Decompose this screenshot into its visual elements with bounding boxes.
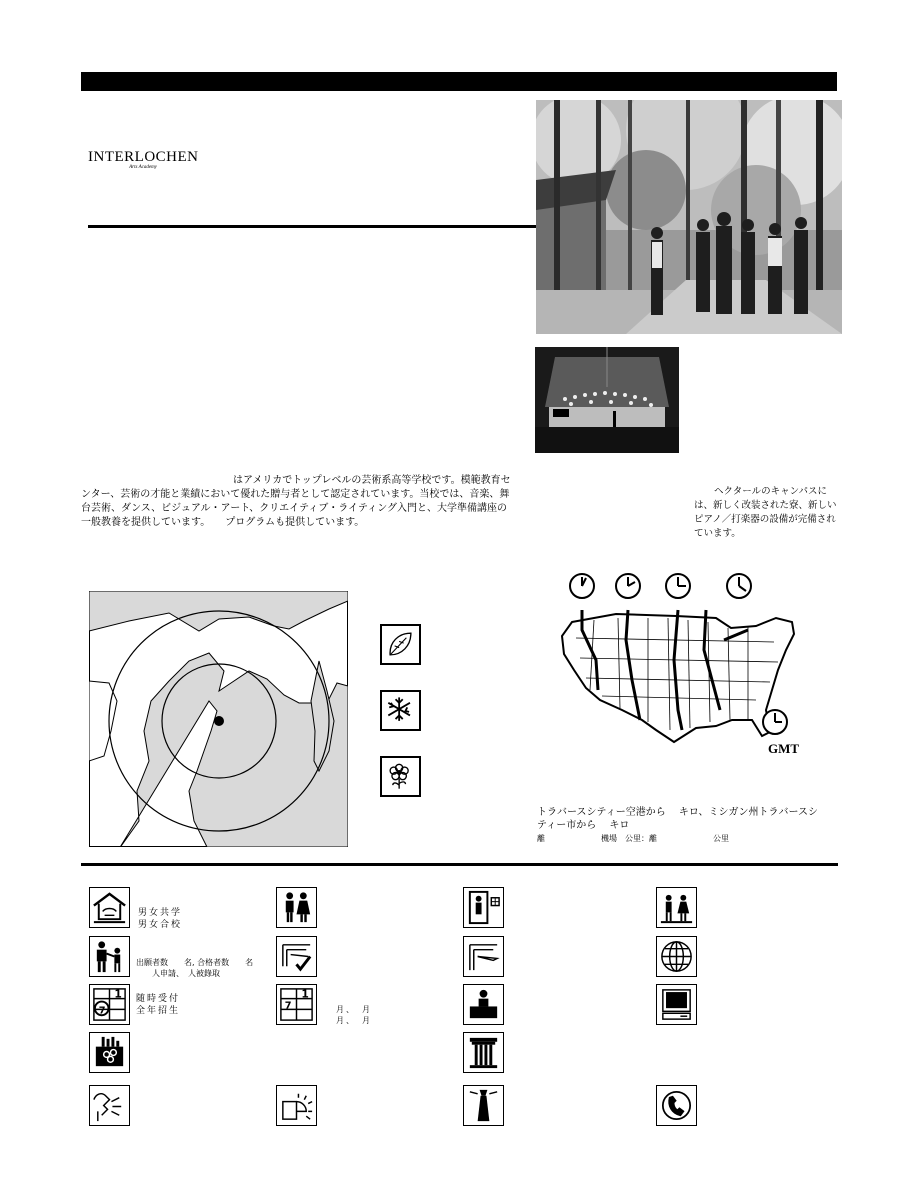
term-months-text <box>336 1004 372 1026</box>
column-icon <box>463 1032 504 1073</box>
michigan-location-map <box>89 591 348 847</box>
applicants-text-1: 出願者数 名, 合格者数 名 <box>136 958 254 967</box>
calendar-rolling-icon <box>89 984 130 1025</box>
school-house-icon <box>89 887 130 928</box>
globe-icon <box>656 936 697 977</box>
students-group-icon <box>656 887 697 928</box>
interlochen-logo <box>88 149 199 170</box>
svg-text:7: 7 <box>284 1000 292 1012</box>
coed-text-2: 男女合校 <box>138 920 183 930</box>
term-text-2: 月、 月 <box>336 1016 372 1025</box>
coed-text <box>138 907 182 931</box>
intro-paragraph: はアメリカでトップレベルの芸術系高等学校です。模範教育センター、芸術の才能と業績において優れた贈与者として認定されています。当校では、音楽、舞台芸術、ダンス、ビジュアル・アート、クリエイティブ・ライティング入門と、大学準備講座の一般教養を提供しています。 プログラムも提供しています。 <box>81 475 511 528</box>
flower-icon <box>380 756 421 797</box>
svg-text:7: 7 <box>98 1005 106 1017</box>
interlochen-location-marker <box>214 716 224 726</box>
leaf-icon <box>380 624 421 665</box>
svg-text:1: 1 <box>301 987 309 1001</box>
travel-info <box>537 806 847 845</box>
application-check-icon <box>276 936 317 977</box>
us-timezone-map <box>556 570 812 770</box>
rolling-admission-text <box>136 993 180 1017</box>
svg-text:1: 1 <box>114 987 122 1001</box>
travel-line-3: 離 機場 公里：離 公里 <box>537 834 729 843</box>
coed-text-1: 男女共学 <box>138 908 183 918</box>
travel-line-1: トラバースシティー空港から キロ、ミシガン州トラバースシ <box>537 807 818 818</box>
sun-icon <box>276 1085 317 1126</box>
travel-line-2: ティー市から キロ <box>537 820 630 831</box>
header-bar <box>81 72 837 91</box>
section-rule <box>88 225 536 228</box>
facts-rule <box>81 863 838 866</box>
concert-stage-photo <box>535 347 679 453</box>
rolling-text-2: 全年招生 <box>136 1006 181 1016</box>
application-form-icon <box>463 936 504 977</box>
snowflake-icon <box>380 690 421 731</box>
dormitory-door-icon <box>463 887 504 928</box>
term-text-1: 月、 月 <box>336 1005 372 1014</box>
computer-icon <box>656 984 697 1025</box>
telephone-icon <box>656 1085 697 1126</box>
applicants-text <box>136 957 253 979</box>
logo-wordmark: INTERLOCHEN <box>88 149 199 165</box>
gmt-label: GMT <box>768 741 800 756</box>
calendar-term-icon <box>276 984 317 1025</box>
lighthouse-icon <box>463 1085 504 1126</box>
rolling-text-1: 随時受付 <box>136 994 181 1004</box>
boy-girl-icon <box>276 887 317 928</box>
campus-forest-photo <box>536 100 842 334</box>
speech-icon <box>89 1085 130 1126</box>
arts-building-icon <box>89 1032 130 1073</box>
logo-subtitle: Arts Academy <box>129 165 157 170</box>
photo-caption: ヘクタールのキャンパスには、新しく改装された寮、新しいピアノ／打楽器の設備が完備されています。 <box>694 486 837 539</box>
teacher-desk-icon <box>463 984 504 1025</box>
applicants-text-2: 人申請、 人被錄取 <box>152 969 220 978</box>
parent-child-icon <box>89 936 130 977</box>
